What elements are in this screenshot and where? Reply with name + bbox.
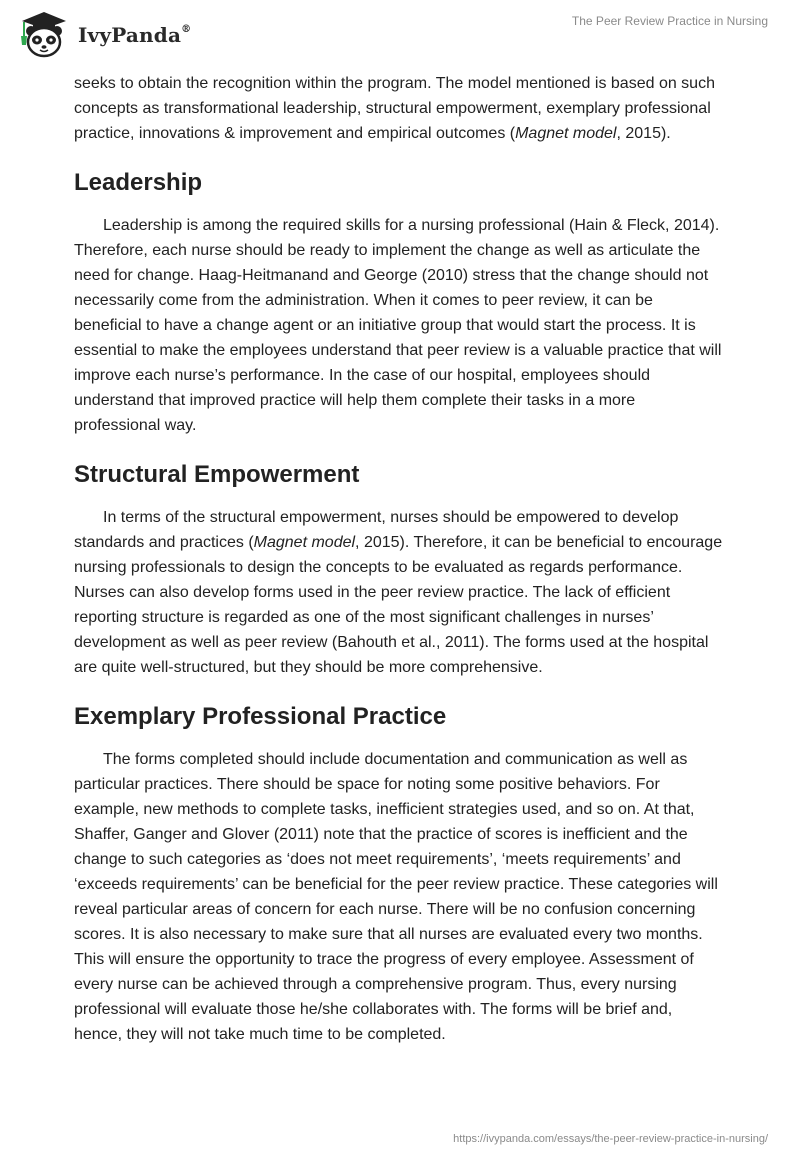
page-header	[0, 0, 800, 70]
text-run: In terms of the structural empowerment, nurses should be empowered to develop standards and practices (	[74, 509, 679, 551]
ivypanda-logo[interactable]	[14, 7, 204, 61]
text-run: The forms completed should include documentation and communication as well as particular practices. There should be space for noting some positive behaviors. For example, new methods to complete tasks, inefficient strategies used, and so on. At that, Shaffer, Ganger and Glover (2011) note that the practice of scores is inefficient and the change to such categories as ‘does not meet requirements’, ‘meets requirements’ and ‘exceeds requirements’ can be beneficial for the peer review practice. These categories will reveal particular areas of concern for each nurse. There will be no confusion concerning scores. It is also necessary to make sure that all nurses are evaluated every two months. This will ensure the opportunity to trace the progress of every employee. Assessment of every nurse can be achieved through a comprehensive program. Thus, every nursing professional will evaluate those he/she collaborates with. The forms will be brief and, hence, they will not take much time to be completed.	[74, 751, 718, 1043]
structural-empowerment-paragraph	[74, 505, 724, 680]
citation-italic: Magnet model	[515, 125, 617, 142]
intro-paragraph	[74, 71, 724, 146]
text-run: , 2015). Therefore, it can be beneficial to encourage nursing professionals to design the concepts to be evaluated as regards performance. Nurses can also develop forms used in the peer review practice. The lack of efficient reporting structure is regarded as one of the most significant challenges in nurses’ development as well as peer review (Bahouth et al., 2011). The forms used at the hospital are quite well-structured, but they should be more comprehensive.	[74, 534, 723, 676]
exemplary-practice-paragraph	[74, 747, 724, 1047]
section-heading-structural-empowerment: Structural Empowerment	[74, 461, 360, 488]
leadership-paragraph	[74, 213, 724, 438]
brand-name: IvyPanda®	[78, 23, 192, 47]
section-heading-leadership: Leadership	[74, 169, 203, 196]
text-run: Leadership is among the required skills for a nursing professional (Hain & Fleck, 2014). Therefore, each nurse should be ready to implement the change as well as articulate the need for change. Haag-Heitmanand and George (2010) stress that the change should not necessarily come from the administration. When it comes to peer review, it can be beneficial to have a change agent or an initiative group that would start the process. It is essential to make the employees understand that peer review is a valuable practice that will improve each nurse’s performance. In the case of our hospital, employees should understand that improved practice will help them complete their tasks in a more professional way.	[74, 217, 722, 434]
text-run: seeks to obtain the recognition within the program. The model mentioned is based on such concepts as transformational leadership, structural empowerment, exemplary professional practice, innovations & improvement and empirical outcomes (	[74, 75, 715, 142]
section-heading-exemplary-professional-practice: Exemplary Professional Practice	[74, 703, 447, 730]
citation-italic: Magnet model	[253, 534, 356, 551]
text-run: , 2015).	[616, 125, 671, 142]
article-body	[74, 71, 724, 1047]
panda-graduate-logo-icon	[14, 7, 74, 61]
source-url-link[interactable]: https://ivypanda.com/essays/the-peer-review-practice-in-nursing/	[453, 1133, 768, 1145]
document-title: The Peer Review Practice in Nursing	[571, 14, 768, 28]
